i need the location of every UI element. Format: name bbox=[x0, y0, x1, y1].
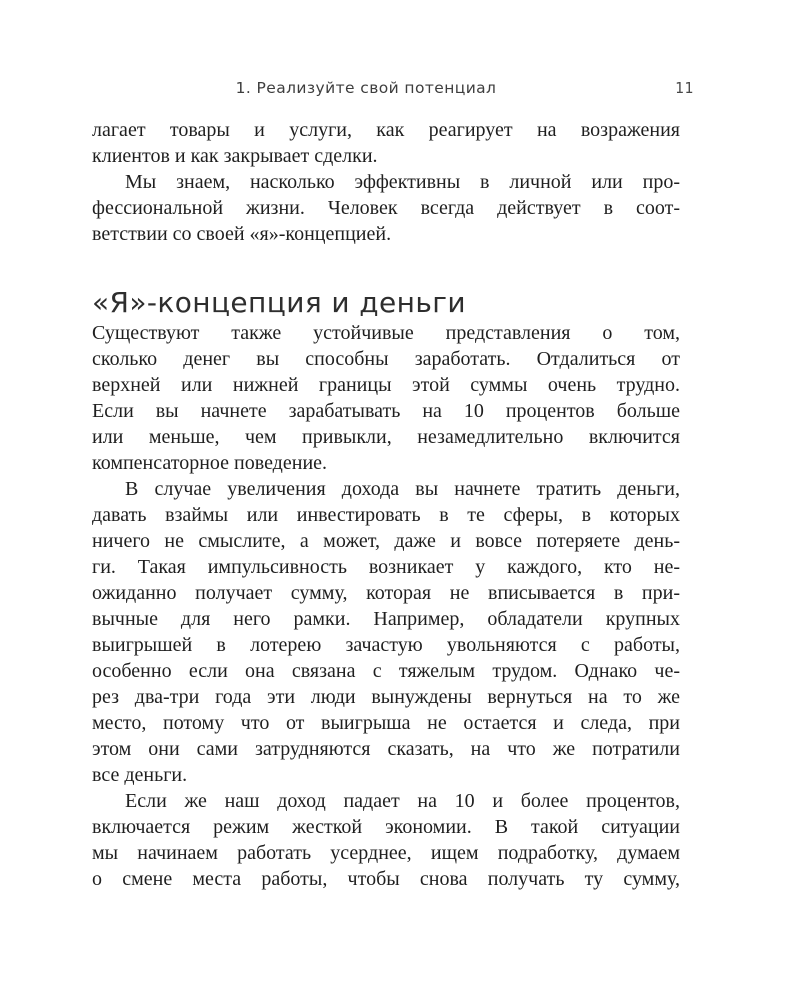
text-line: клиентов и как закрывает сделки. bbox=[92, 145, 378, 167]
paragraph bbox=[92, 788, 680, 892]
text-line: вычные для него рамки. Например, обладатели крупных bbox=[92, 608, 680, 630]
text-line: место, потому что от выигрыша не остается и следа, при bbox=[92, 712, 680, 734]
running-header bbox=[92, 78, 694, 100]
chapter-title: 1. Реализуйте свой потенциал bbox=[235, 79, 497, 97]
page-content bbox=[92, 117, 680, 892]
text-line: выигрышей в лотерею зачастую увольняются с работы, bbox=[92, 634, 680, 656]
text-line: рез два-три года эти люди вынуждены вернуться на то же bbox=[92, 686, 680, 708]
text-line: о смене места работы, чтобы снова получать ту сумму, bbox=[92, 868, 680, 890]
text-line: этом они сами затрудняются сказать, на что же потратили bbox=[92, 738, 680, 760]
text-line: ничего не смыслите, а может, даже и вовсе потеряете день- bbox=[92, 530, 680, 552]
text-line: Если же наш доход падает на 10 и более процентов, bbox=[125, 790, 680, 812]
text-line: В случае увеличения дохода вы начнете тратить деньги, bbox=[125, 478, 680, 500]
text-line: давать взаймы или инвестировать в те сферы, в которых bbox=[92, 504, 680, 526]
text-line: ветствии со своей «я»-концепцией. bbox=[92, 223, 392, 245]
page-number: 11 bbox=[675, 79, 694, 97]
section-heading: «Я»-концепция и деньги bbox=[92, 286, 466, 319]
paragraph bbox=[92, 117, 680, 169]
text-line: мы начинаем работать усерднее, ищем подработку, думаем bbox=[92, 842, 680, 864]
text-line: ожиданно получает сумму, которая не вписывается в при- bbox=[92, 582, 680, 604]
text-line: или меньше, чем привыкли, незамедлительно включится bbox=[92, 426, 680, 448]
paragraph bbox=[92, 320, 680, 476]
text-line: Если вы начнете зарабатывать на 10 процентов больше bbox=[92, 400, 680, 422]
paragraph bbox=[92, 169, 680, 247]
text-line: компенсаторное поведение. bbox=[92, 452, 328, 474]
text-line: фессиональной жизни. Человек всегда действует в соот- bbox=[92, 197, 680, 219]
text-line: особенно если она связана с тяжелым трудом. Однако че- bbox=[92, 660, 680, 682]
text-line: сколько денег вы способны заработать. Отдалиться от bbox=[92, 348, 680, 370]
text-line: Мы знаем, насколько эффективны в личной или про- bbox=[125, 171, 680, 193]
text-line: верхней или нижней границы этой суммы очень трудно. bbox=[92, 374, 680, 396]
text-line: все деньги. bbox=[92, 764, 188, 786]
text-line: ги. Такая импульсивность возникает у каждого, кто не- bbox=[92, 556, 680, 578]
text-line: включается режим жесткой экономии. В такой ситуации bbox=[92, 816, 680, 838]
text-line: Существуют также устойчивые представления о том, bbox=[92, 322, 680, 344]
paragraph bbox=[92, 476, 680, 788]
text-line: лагает товары и услуги, как реагирует на возражения bbox=[92, 119, 680, 141]
